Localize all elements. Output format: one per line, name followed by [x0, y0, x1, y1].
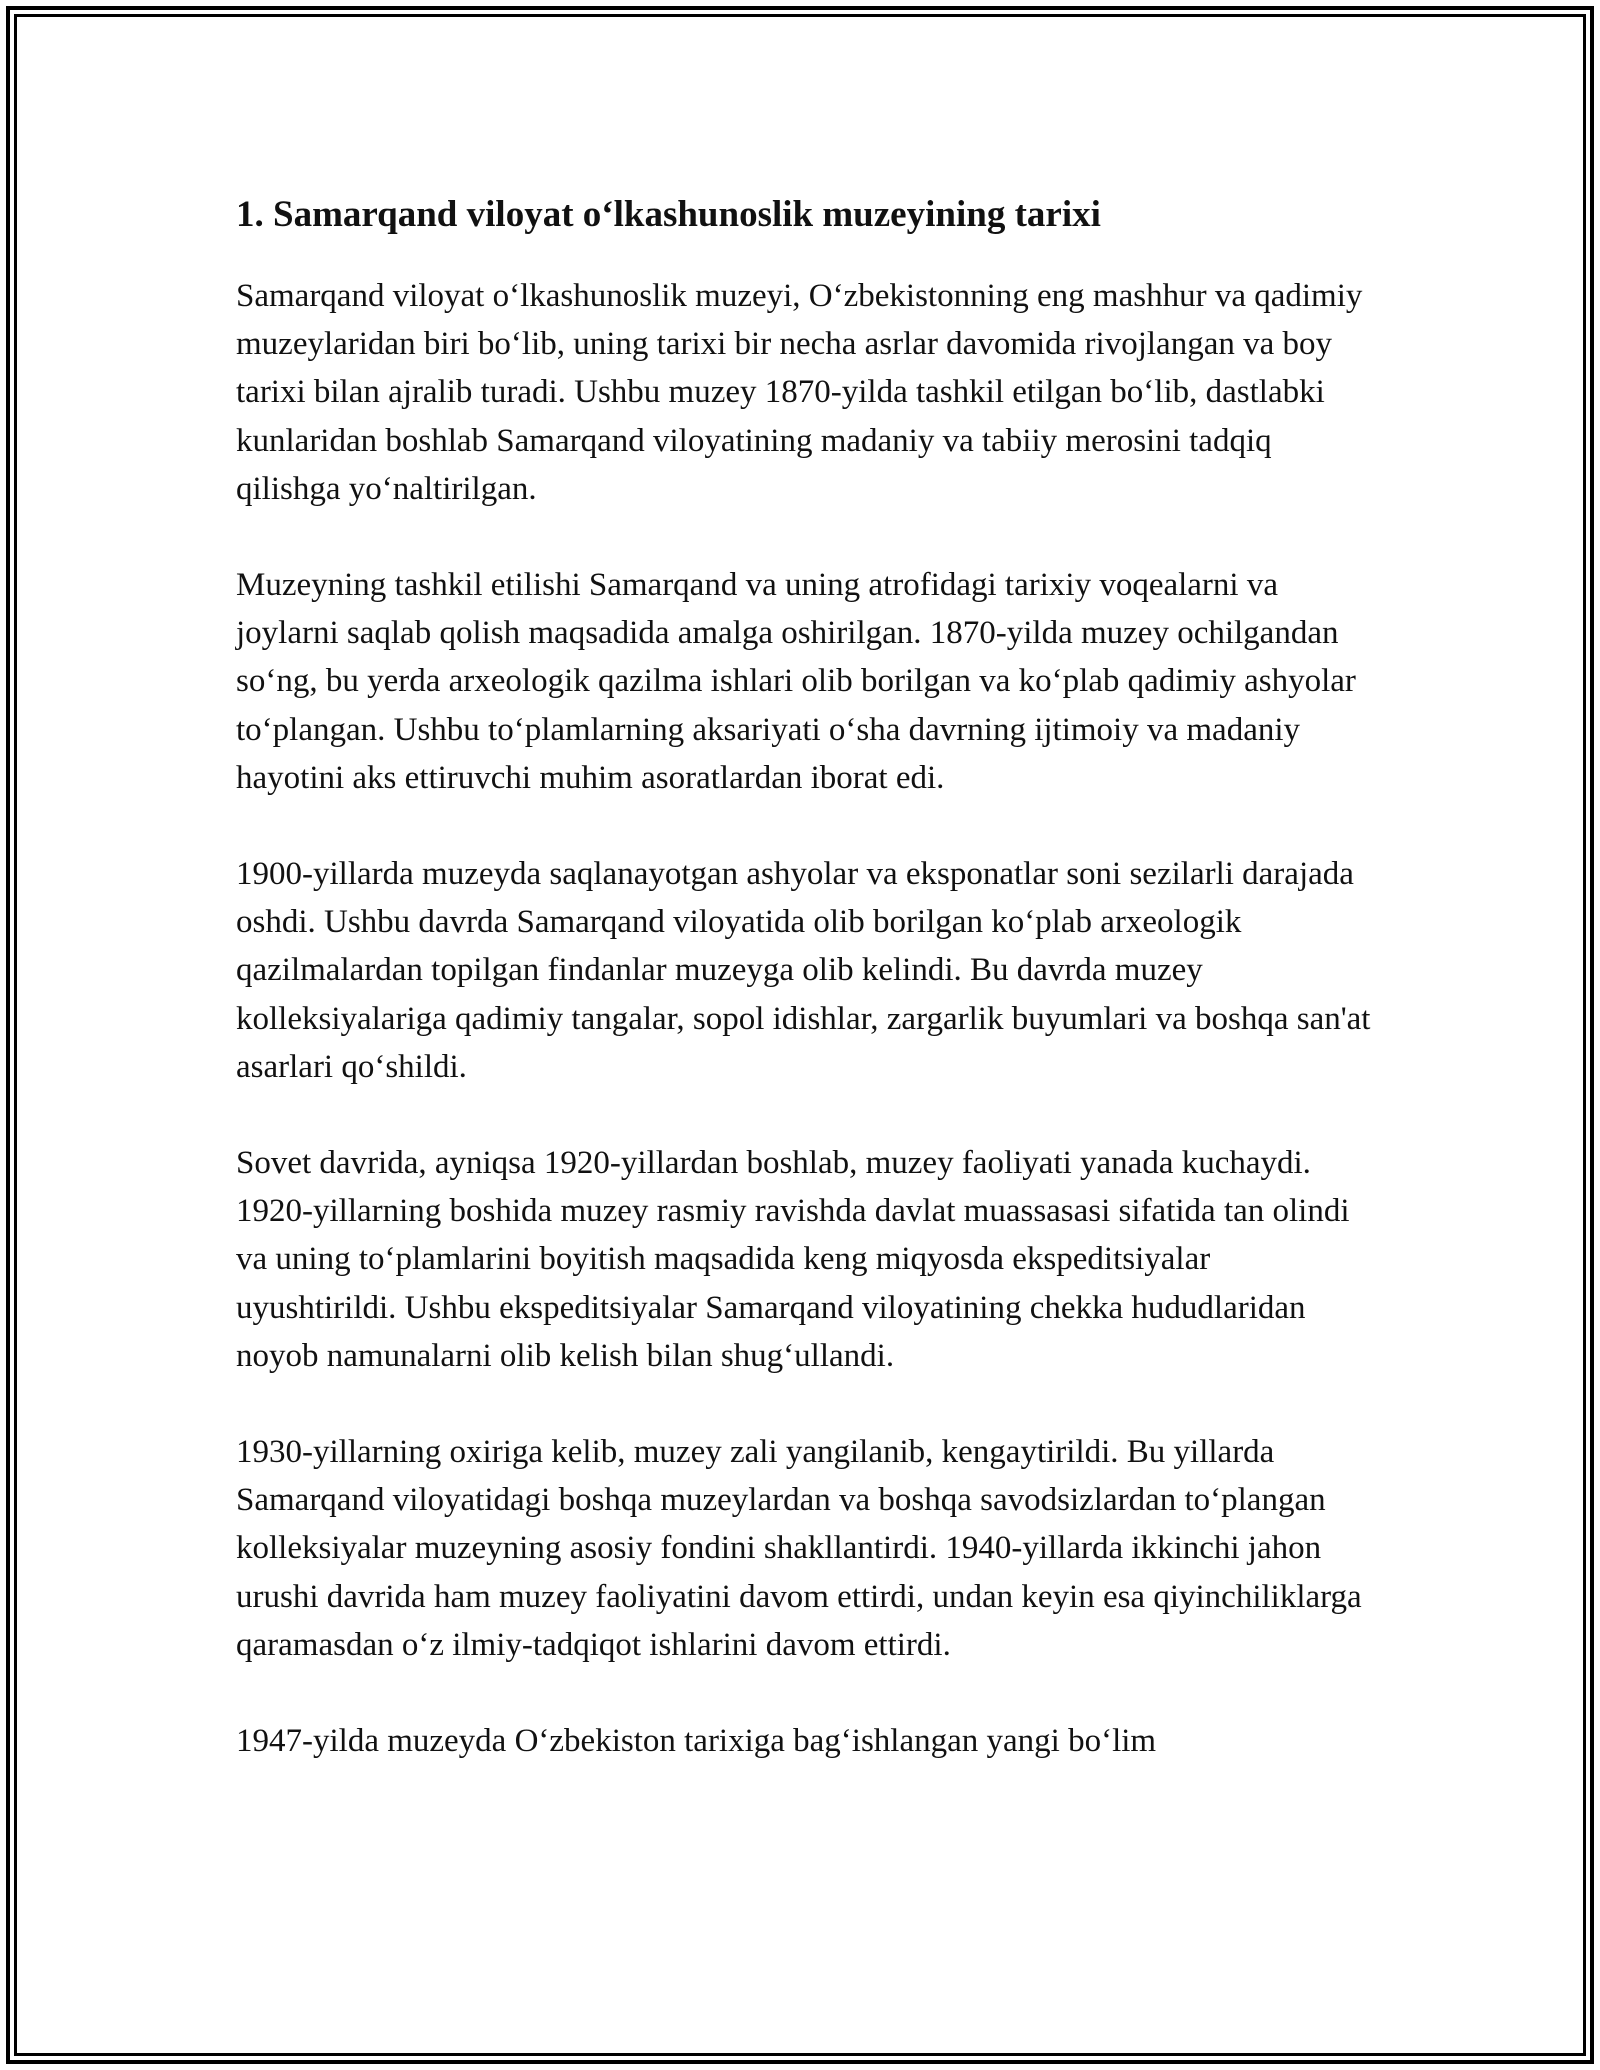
paragraph-3: 1900-yillarda muzeyda saqlanayotgan ashyolar va eksponatlar soni sezilarli darajada oshdi. Ushbu davrda Samarqand viloyatida olib borilgan ko‘plab arxeologik qazilmalardan topilgan findanlar muzeyga olib kelindi. Bu davrda muzey kolleksiyalariga qadimiy tangalar, sopol idishlar, zargarlik buyumlari va boshqa san'at asarlari qo‘shildi.: [236, 856, 1371, 1085]
section-heading: 1. Samarqand viloyat o‘lkashunoslik muzeyining tarixi: [236, 194, 1101, 235]
paragraph-4: Sovet davrida, ayniqsa 1920-yillardan boshlab, muzey faoliyati yanada kuchaydi. 1920-yillarning boshida muzey rasmiy ravishda davlat muassasasi sifatida tan olindi va uning to‘plamlarini boyitish maqsadida keng miqyosda ekspeditsiyalar uyushtirildi. Ushbu ekspeditsiyalar Samarqand viloyatining chekka hududlaridan noyob namunalarni olib kelish bilan shug‘ullandi.: [236, 1145, 1350, 1374]
paragraph-2: Muzeyning tashkil etilishi Samarqand va uning atrofidagi tarixiy voqealarni va joylarni saqlab qolish maqsadida amalga oshirilgan. 1870-yilda muzey ochilgandan so‘ng, bu yerda arxeologik qazilma ishlari olib borilgan va ko‘plab qadimiy ashyolar to‘plangan. Ushbu to‘plamlarning aksariyati o‘sha davrning ijtimoiy va madaniy hayotini aks ettiruvchi muhim asoratlardan iborat edi.: [236, 567, 1356, 796]
paragraph-1: Samarqand viloyat o‘lkashunoslik muzeyi, O‘zbekistonning eng mashhur va qadimiy muzeylaridan biri bo‘lib, uning tarixi bir necha asrlar davomida rivojlangan va boy tarixi bilan ajralib turadi. Ushbu muzey 1870-yilda tashkil etilgan bo‘lib, dastlabki kunlaridan boshlab Samarqand viloyatining madaniy va tabiiy merosini tadqiq qilishga yo‘naltirilgan.: [236, 278, 1363, 507]
paragraph-6: 1947-yilda muzeyda O‘zbekiston tarixiga bag‘ishlangan yangi bo‘lim: [236, 1723, 1157, 1760]
paragraph-5: 1930-yillarning oxiriga kelib, muzey zali yangilanib, kengaytirildi. Bu yillarda Samarqand viloyatidagi boshqa muzeylardan va boshqa savodsizlardan to‘plangan kolleksiyalar muzeyning asosiy fondini shakllantirdi. 1940-yillarda ikkinchi jahon urushi davrida ham muzey faoliyatini davom ettirdi, undan keyin esa qiyinchiliklarga qaramasdan o‘z ilmiy-tadqiqot ishlarini davom ettirdi.: [236, 1434, 1362, 1663]
document-page: [236, 186, 1376, 1813]
